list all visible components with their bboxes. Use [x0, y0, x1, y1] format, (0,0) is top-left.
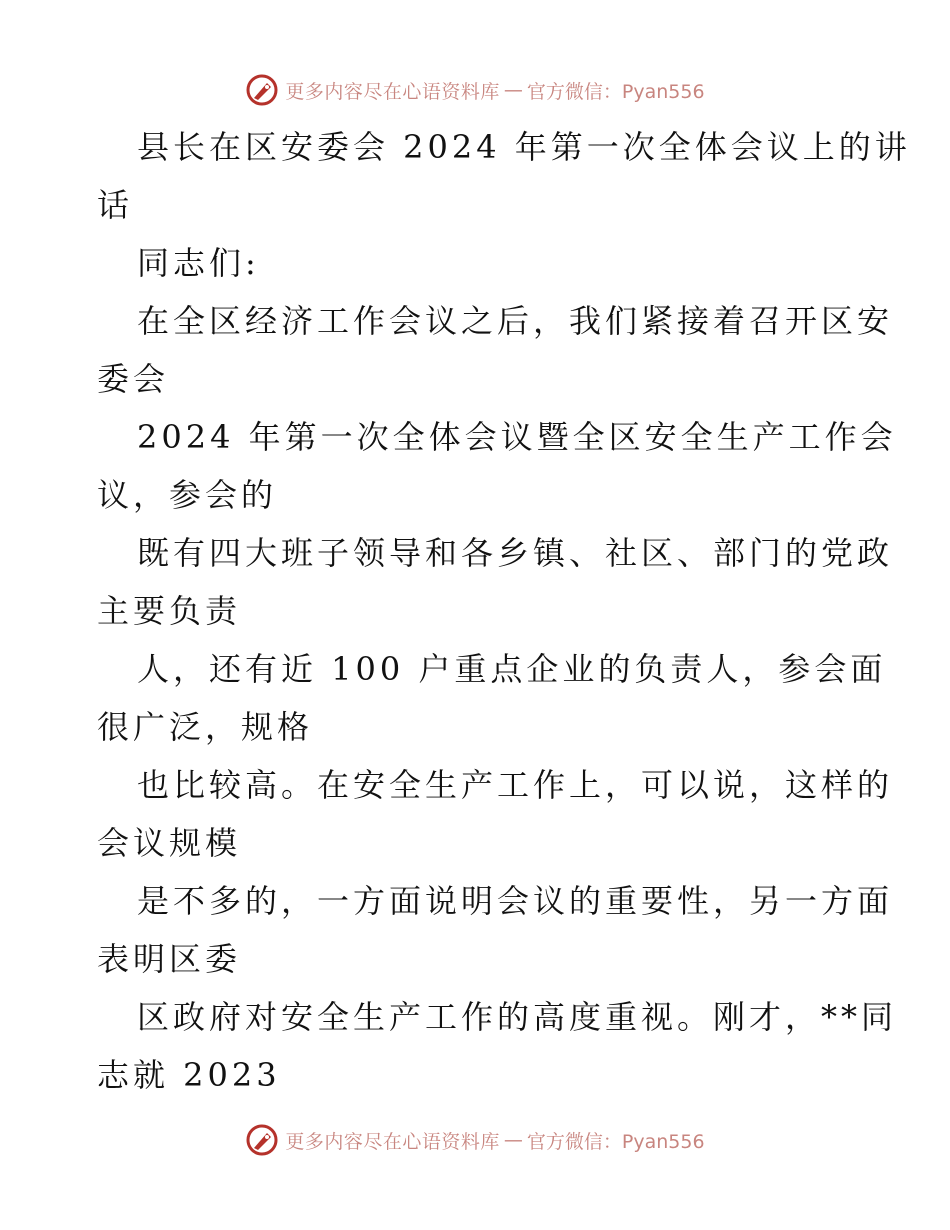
title-line-2: 话	[97, 186, 134, 224]
paragraph-line: 议，参会的	[97, 476, 278, 514]
paragraph-line: 人，还有近 100 户重点企业的负责人，参会面	[137, 650, 887, 688]
watermark-wechat-text: 官方微信：Pyan556	[526, 1130, 705, 1153]
pen-nib-circle-icon	[245, 73, 279, 107]
paragraph-line: 会议规模	[97, 824, 242, 862]
watermark-separator: —	[503, 1129, 523, 1151]
paragraph-line: 区政府对安全生产工作的高度重视。刚才，**同	[137, 998, 898, 1036]
paragraph-line: 主要负责	[97, 592, 242, 630]
watermark-site-text: 更多内容尽在心语资料库	[285, 80, 500, 103]
paragraph-line: 既有四大班子领导和各乡镇、社区、部门的党政	[137, 534, 894, 572]
paragraph-line: 2024 年第一次全体会议暨全区安全生产工作会	[137, 418, 897, 456]
title-line-1: 县长在区安委会 2024 年第一次全体会议上的讲	[137, 128, 911, 166]
paragraph-line: 志就 2023	[97, 1056, 281, 1094]
salutation: 同志们:	[137, 244, 260, 282]
document-body	[97, 118, 911, 1104]
watermark-site-text: 更多内容尽在心语资料库	[285, 1130, 500, 1153]
paragraph-line: 在全区经济工作会议之后，我们紧接着召开区安	[137, 302, 894, 340]
paragraph-line: 表明区委	[97, 940, 242, 978]
header-watermark	[0, 70, 950, 110]
pen-nib-circle-icon	[245, 1123, 279, 1157]
watermark-wechat-text: 官方微信：Pyan556	[526, 80, 705, 103]
footer-watermark	[0, 1120, 950, 1160]
paragraph-line: 也比较高。在安全生产工作上，可以说，这样的	[137, 766, 894, 804]
paragraph-line: 委会	[97, 360, 170, 398]
paragraph-line: 是不多的，一方面说明会议的重要性，另一方面	[137, 882, 894, 920]
watermark-separator: —	[503, 79, 523, 101]
paragraph-line: 很广泛，规格	[97, 708, 314, 746]
